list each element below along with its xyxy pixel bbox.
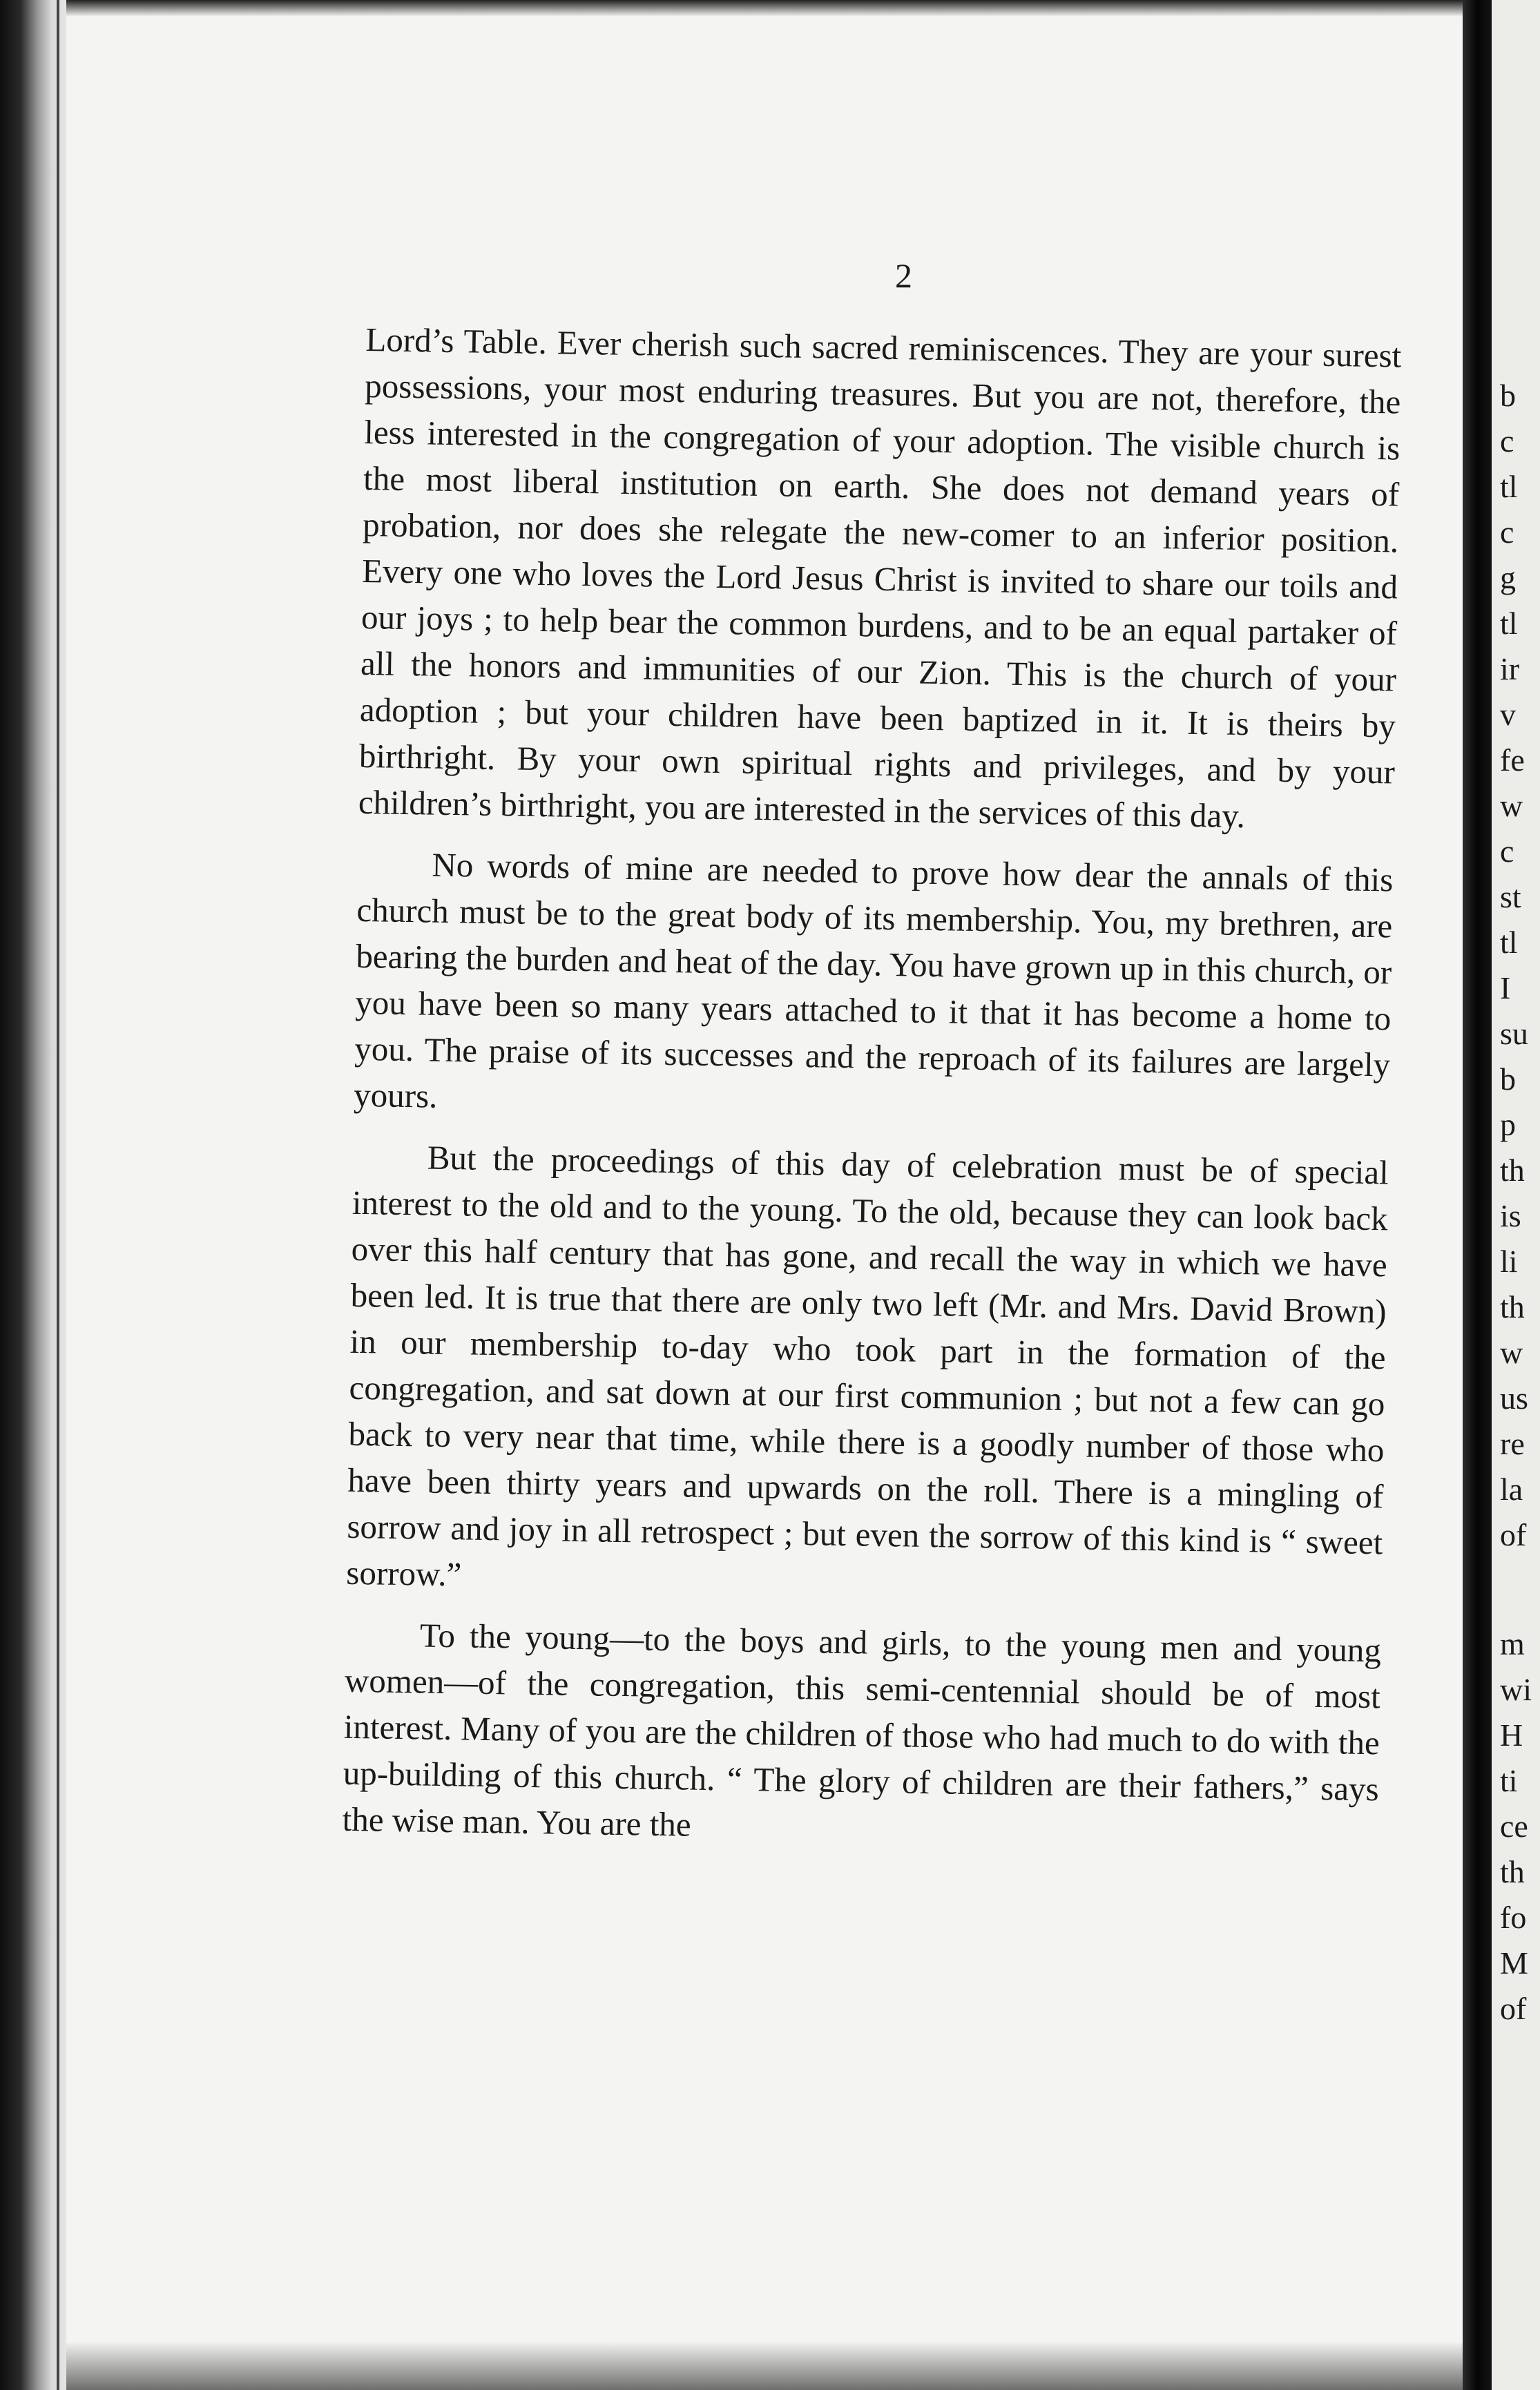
left-page-edge xyxy=(0,0,76,2390)
facing-line-11: c xyxy=(1500,833,1514,869)
facing-line-3: tl xyxy=(1500,469,1518,504)
facing-line-30: ti xyxy=(1500,1763,1518,1798)
paragraph-3: But the proceedings of this day of celebration must be of special interest to the old and to the young. To the old, because they can look back over this half century that has gone, and recall the way in which we have been led. It is true that there are only two left (Mr. and Mrs. David Brown) in our membership to-day who took part in the formation of the congregation, and sat down at our first communion ; but not a few can go back to very near that time, while there is a goodly number of those who have been thirty years and upwards on the roll. There is a mingling of sorrow and joy in all retrospect ; but even the sorrow of this kind is “ sweet sorrow.” xyxy=(345,1138,1389,1594)
facing-line-17: p xyxy=(1500,1107,1516,1142)
binding-line xyxy=(57,0,59,2390)
facing-line-15: su xyxy=(1500,1016,1528,1051)
paragraph-4: To the young—to the boys and girls, to the young men and young women—of the congregation, this semi-centennial should be of most interest. Many of you are the children of those who had much to do with the up-building of this church. “ The glory of children are their fathers,” says the wise man. You are the xyxy=(342,1616,1382,1844)
facing-line-6: tl xyxy=(1500,606,1518,641)
facing-line-9: fe xyxy=(1500,742,1525,778)
facing-line-32: th xyxy=(1500,1854,1525,1889)
facing-line-31: ce xyxy=(1500,1809,1528,1844)
facing-line-28: wi xyxy=(1500,1672,1532,1707)
facing-line-14: I xyxy=(1500,970,1511,1005)
facing-line-25: la xyxy=(1500,1472,1523,1507)
facing-line-4: c xyxy=(1500,514,1514,550)
page-bottom-shadow xyxy=(66,2341,1468,2390)
facing-line-2: c xyxy=(1500,423,1514,459)
facing-line-22: w xyxy=(1500,1335,1523,1370)
facing-line-12: st xyxy=(1500,879,1521,914)
facing-line-16: b xyxy=(1500,1061,1516,1097)
page-top-shadow xyxy=(66,0,1468,17)
facing-line-24: re xyxy=(1500,1426,1525,1461)
paragraph-1: Lord’s Table. Ever cherish such sacred reminiscences. They are your surest possessions, your most enduring treasures. But you are not, therefore, the less interested in the congregation of your adoption. The visible church is the most liberal institution on earth. She does not demand years of probation, nor does she relegate the new-comer to an inferior position. Every one who loves the Lord Jesus Christ is invited to share our toils and our joys ; to help bear the common burdens, and to be an equal partaker of all the honors and immunities of our Zion. This is the church of your adoption ; but your children have been baptized in it. It is theirs by birthright. By your own spiritual rights and privileges, and by your children’s birthright, you are interested in the services of this day. xyxy=(358,320,1402,836)
facing-line-35: of xyxy=(1500,1991,1527,2026)
facing-line-27: m xyxy=(1500,1626,1525,1661)
page-number: 2 xyxy=(895,256,912,295)
facing-line-33: fo xyxy=(1500,1900,1527,1935)
facing-line-13: tl xyxy=(1500,925,1518,960)
facing-line-8: v xyxy=(1500,697,1516,732)
facing-line-1: b xyxy=(1500,378,1516,413)
facing-line-21: th xyxy=(1500,1289,1525,1324)
facing-line-10: w xyxy=(1500,788,1523,823)
facing-page xyxy=(1492,0,1540,2390)
facing-line-23: us xyxy=(1500,1380,1528,1416)
facing-line-26: of xyxy=(1500,1517,1527,1552)
facing-line-20: li xyxy=(1500,1244,1518,1279)
body-text xyxy=(342,316,1402,1873)
paragraph-2: No words of mine are needed to prove how dear the annals of this church must be to the great body of its membership. You, my brethren, are bearing the burden and heat of the day. You have grown up in this church, or you have been so many years attached to it that it has become a home to you. The praise of its successes and the reproach of its failures are largely yours. xyxy=(353,845,1394,1115)
facing-line-7: ir xyxy=(1500,651,1520,686)
facing-line-34: M xyxy=(1500,1945,1528,1981)
facing-line-29: H xyxy=(1500,1717,1523,1753)
facing-line-18: th xyxy=(1500,1153,1525,1188)
facing-line-19: is xyxy=(1500,1198,1521,1233)
facing-line-5: g xyxy=(1500,560,1516,595)
